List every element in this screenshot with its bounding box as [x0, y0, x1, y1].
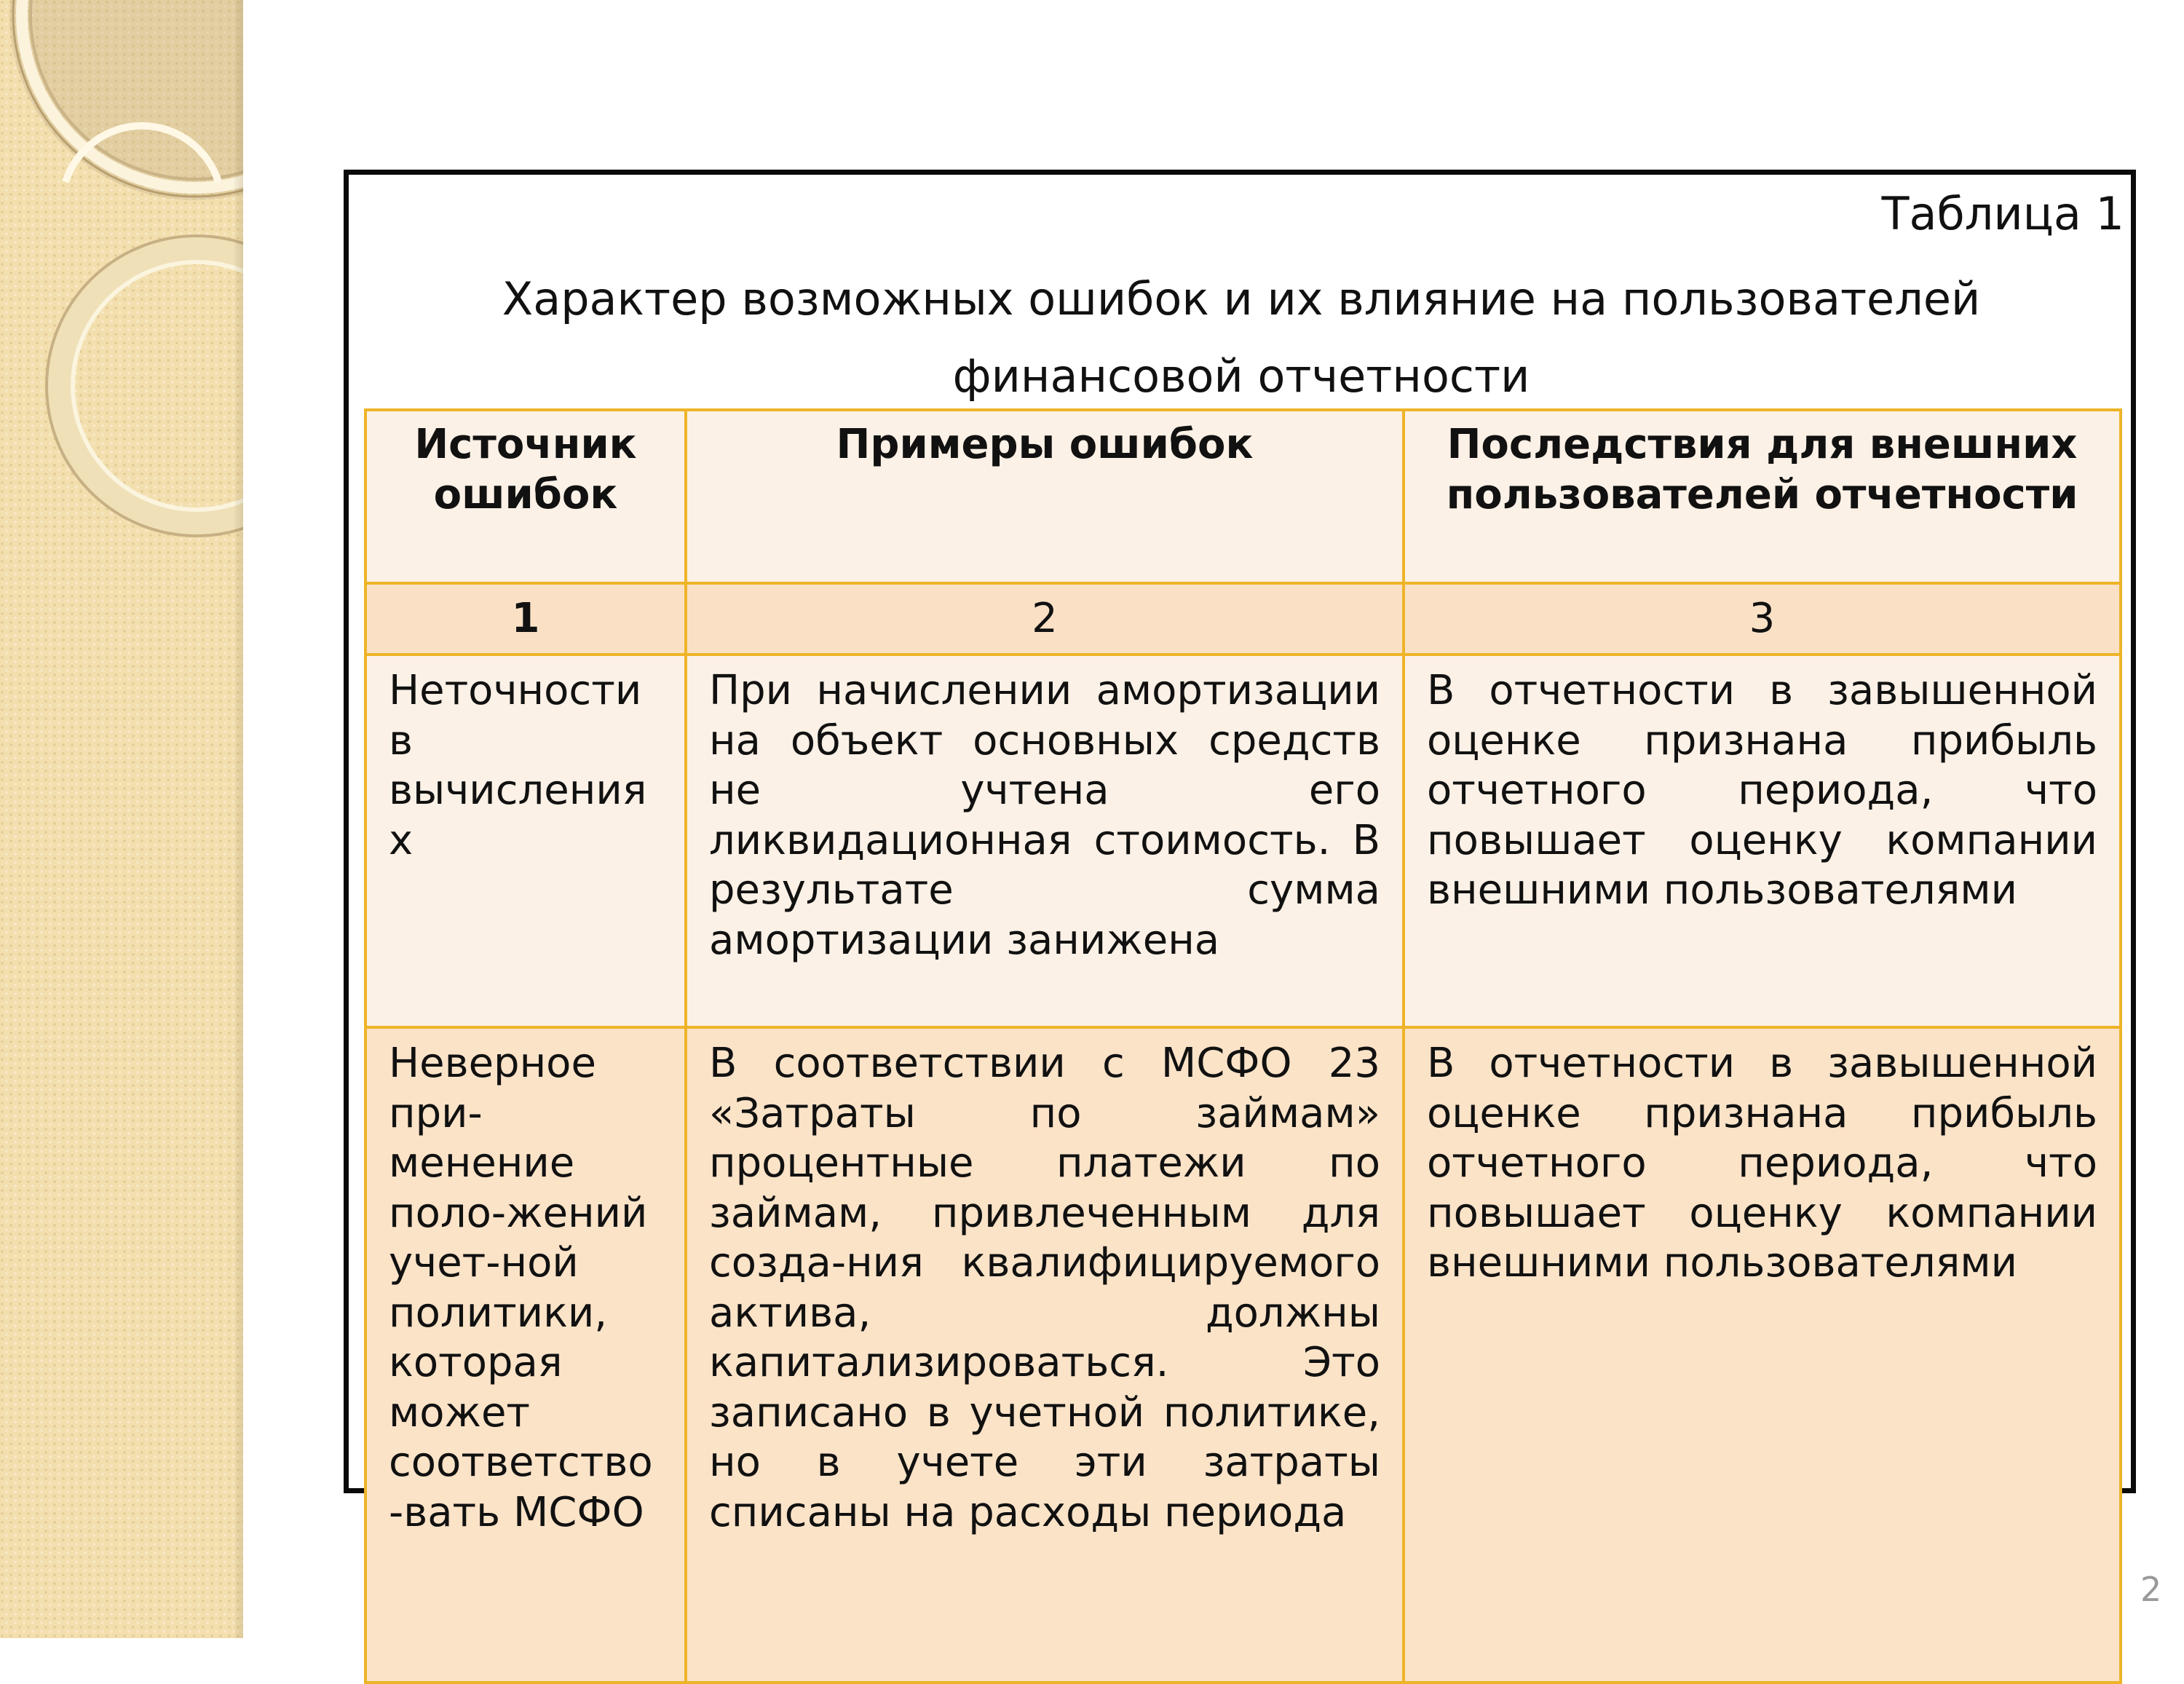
column-number-3: 3: [1404, 583, 2121, 655]
column-number-row: [365, 583, 2121, 655]
column-number-2: 2: [686, 583, 1404, 655]
header-cell-source: Источник ошибок: [365, 410, 686, 583]
row-2-source: Неверное при-менение поло-жений учет-ной политики, которая может соответство -вать МСФО: [365, 1027, 686, 1683]
row-2-example: В соответствии с МСФО 23 «Затраты по займам» процентные платежи по займам, привлеченным для созда-ния квалифицируемого актива, должны капитализироваться. Это записано в учетной политике, но в учете эти затраты списаны на расходы периода: [686, 1027, 1404, 1683]
header-cell-consequences: Последствия для внешних пользователей отчетности: [1404, 410, 2121, 583]
table-row: [365, 655, 2121, 1027]
table-title-line-2: финансовой отчетности: [952, 349, 1530, 403]
table-row: [365, 1027, 2121, 1683]
row-1-source: Неточности в вычисления х: [365, 655, 686, 1027]
table-header-row: [365, 410, 2121, 583]
row-2-consequence: В отчетности в завышенной оценке признана прибыль отчетного периода, что повышает оценку компании внешними пользователями: [1404, 1027, 2121, 1683]
table-label: Таблица 1: [1881, 187, 2124, 240]
panel-shade: [234, 0, 243, 1638]
decorative-side-panel: [0, 0, 243, 1638]
decorative-rings: [0, 0, 243, 1638]
table-title-line-1: Характер возможных ошибок и их влияние на пользователей: [502, 272, 1981, 325]
column-number-1: 1: [365, 583, 686, 655]
errors-table: [364, 408, 2122, 1684]
header-cell-examples: Примеры ошибок: [686, 410, 1404, 583]
row-1-consequence: В отчетности в завышенной оценке признана прибыль отчетного периода, что повышает оценку компании внешними пользователями: [1404, 655, 2121, 1027]
table-title: [349, 261, 2133, 415]
page-number: 2: [2140, 1570, 2162, 1609]
row-1-example: При начислении амортизации на объект основных средств не учтена его ликвидационная стоимость. В результате сумма амортизации занижена: [686, 655, 1404, 1027]
